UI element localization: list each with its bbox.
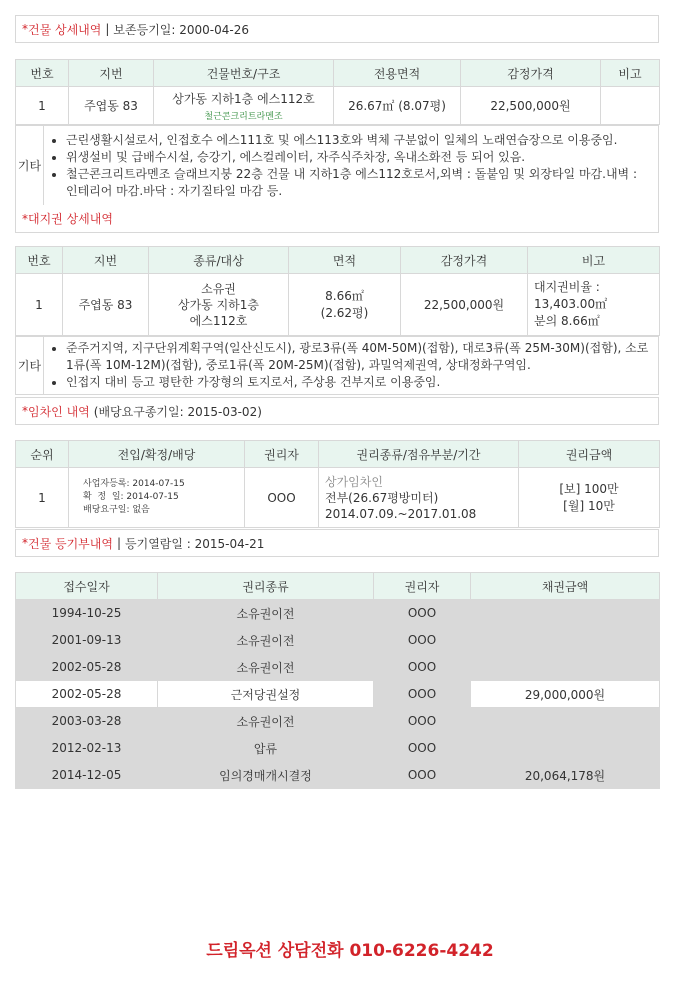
registry-amount: 29,000,000원 <box>471 681 660 708</box>
building-row-structure: 철근콘크리트라멘조 <box>204 111 283 122</box>
tenant-row-holder: OOO <box>245 468 319 528</box>
building-row-note <box>601 87 660 125</box>
tenant-deposit: [보] 100만 <box>559 481 619 496</box>
registry-date: 2002-05-28 <box>16 681 158 708</box>
building-etc-body <box>44 126 659 206</box>
table-row <box>16 627 660 654</box>
registry-header-holder: 권리자 <box>374 573 471 600</box>
registry-amount <box>471 654 660 681</box>
tenant-dividend-request: 배당요구일: 없음 <box>83 505 150 515</box>
tenant-right-period: 2014.07.09.~2017.01.08 <box>325 506 477 521</box>
land-detail-marker: * <box>22 211 28 226</box>
building-header-note: 비고 <box>601 60 660 87</box>
tenant-detail-marker: * <box>22 404 28 418</box>
land-row-lot: 주엽동 83 <box>63 274 149 336</box>
registry-detail-header <box>15 529 659 557</box>
registry-header-amount: 채권금액 <box>471 573 660 600</box>
tenant-detail-header <box>15 397 659 425</box>
registry-holder: OOO <box>374 681 471 708</box>
land-row-note <box>528 274 660 336</box>
registry-date: 2002-05-28 <box>16 654 158 681</box>
building-row-area: 26.67㎡ (8.07평) <box>334 87 461 125</box>
building-row-building: 상가동 지하1층 에스112호 <box>172 91 315 106</box>
tenant-confirm-date: 확 정 일: 2014-07-15 <box>83 492 179 502</box>
registry-date: 2014-12-05 <box>16 762 158 789</box>
tenant-row-right <box>319 468 519 528</box>
building-header-area: 전용면적 <box>334 60 461 87</box>
registry-view-date: 등기열람일 : 2015-04-21 <box>125 536 265 551</box>
registry-detail-marker: * <box>22 536 28 550</box>
tenant-row-dates <box>69 468 245 528</box>
table-row <box>16 654 660 681</box>
land-detail-title: 대지권 상세내역 <box>28 212 113 226</box>
registry-amount: 20,064,178원 <box>471 762 660 789</box>
table-row <box>16 600 660 627</box>
land-table <box>15 246 659 395</box>
building-etc-item: • 위생설비 및 급배수시설, 승강기, 에스컬레이터, 자주식주차장, 옥내소화전 등 되어 있음. <box>66 149 652 166</box>
table-row <box>16 735 660 762</box>
registry-holder: OOO <box>374 708 471 735</box>
tenant-monthly-rent: [월] 10만 <box>563 498 615 513</box>
land-row-type <box>149 274 289 336</box>
tenant-detail-title: 임차인 내역 <box>28 404 90 419</box>
building-header-no: 번호 <box>16 60 69 87</box>
registry-holder: OOO <box>374 735 471 762</box>
tenant-header-right: 권리종류/점유부분/기간 <box>319 441 519 468</box>
registry-type: 소유권이전 <box>158 708 374 735</box>
registry-date: 2001-09-13 <box>16 627 158 654</box>
tenant-business-registration: 사업자등록: 2014-07-15 <box>83 479 185 489</box>
land-row-note-line: 분의 8.66㎡ <box>534 314 600 328</box>
registry-holder: OOO <box>374 600 471 627</box>
registry-holder: OOO <box>374 762 471 789</box>
tenant-header-movein: 전입/확정/배당 <box>69 441 245 468</box>
land-detail-header <box>15 205 659 233</box>
registry-amount <box>471 735 660 762</box>
tenant-right-part: 전부(26.67평방미터) <box>325 490 439 505</box>
building-detail-header <box>15 15 659 43</box>
building-row-no: 1 <box>16 87 69 125</box>
tenant-row-amount <box>519 468 660 528</box>
building-header-price: 감정가격 <box>461 60 601 87</box>
registry-amount <box>471 627 660 654</box>
tenant-table <box>15 440 659 528</box>
table-row <box>16 681 660 708</box>
registry-date: 2003-03-28 <box>16 708 158 735</box>
registry-type: 압류 <box>158 735 374 762</box>
tenant-header-amount: 권리금액 <box>519 441 660 468</box>
land-header-note: 비고 <box>528 247 660 274</box>
building-etc-label: 기타 <box>16 126 44 206</box>
land-etc-item: • 인접지 대비 등고 평탄한 가장형의 토지로서, 주상용 건부지로 이용중임. <box>66 374 652 391</box>
registry-header-date: 접수일자 <box>16 573 158 600</box>
building-detail-marker: * <box>22 22 28 36</box>
land-etc-label: 기타 <box>16 337 44 395</box>
registry-amount <box>471 708 660 735</box>
tenant-row-rank: 1 <box>16 468 69 528</box>
contact-phone-banner: 드림옥션 상담전화 010-6226-4242 <box>206 941 494 961</box>
land-etc-body <box>44 337 659 395</box>
registry-holder: OOO <box>374 627 471 654</box>
land-row-note-line: 대지권비율 : 13,403.00㎡ <box>534 280 608 311</box>
tenant-header-rank: 순위 <box>16 441 69 468</box>
land-header-area: 면적 <box>289 247 401 274</box>
land-row-area-sqm: 8.66㎡ <box>325 288 364 303</box>
building-etc-item: • 근린생활시설로서, 인접호수 에스111호 및 에스113호와 벽체 구분없이 일체의 노래연습장으로 이용중임. <box>66 132 652 149</box>
tenant-header-holder: 권리자 <box>245 441 319 468</box>
registry-type: 임의경매개시결정 <box>158 762 374 789</box>
land-header-no: 번호 <box>16 247 63 274</box>
registry-date: 1994-10-25 <box>16 600 158 627</box>
land-row-area-pyeong: (2.62평) <box>320 305 369 320</box>
land-row-type-line: 상가동 지하1층 <box>177 297 259 312</box>
registry-type: 소유권이전 <box>158 627 374 654</box>
land-row-type-line: 소유권 <box>201 281 236 296</box>
registry-type: 소유권이전 <box>158 600 374 627</box>
building-table <box>15 59 659 206</box>
registry-type: 근저당권설정 <box>158 681 374 708</box>
table-row <box>16 708 660 735</box>
registry-holder: OOO <box>374 654 471 681</box>
registry-table <box>15 572 659 789</box>
registry-date: 2012-02-13 <box>16 735 158 762</box>
land-header-type: 종류/대상 <box>149 247 289 274</box>
building-detail-separator: | <box>105 22 110 36</box>
building-row-lot: 주엽동 83 <box>69 87 154 125</box>
building-header-lot: 지번 <box>69 60 154 87</box>
land-etc-item: • 준주거지역, 지구단위계획구역(일산신도시), 광로3류(폭 40M-50M)(접함), 대로3류(폭 25M-30M)(접함), 소로1류(폭 10M-12M)(접함), 중로1류(폭 20M-25M)(접함), 과밀억제권역, 상대정화구역임. <box>66 340 652 374</box>
building-header-structure: 건물번호/구조 <box>154 60 334 87</box>
table-row <box>16 762 660 789</box>
registry-header-type: 권리종류 <box>158 573 374 600</box>
registry-detail-title: 건물 등기부내역 <box>28 536 113 551</box>
building-row-structure-cell <box>154 87 334 125</box>
registry-amount <box>471 600 660 627</box>
registry-type: 소유권이전 <box>158 654 374 681</box>
land-header-lot: 지번 <box>63 247 149 274</box>
land-row-area <box>289 274 401 336</box>
land-row-no: 1 <box>16 274 63 336</box>
preservation-date: 보존등기일: 2000-04-26 <box>113 22 249 37</box>
tenant-right-type: 상가임차인 <box>325 474 383 489</box>
land-row-type-line: 에스112호 <box>189 313 248 328</box>
land-row-price: 22,500,000원 <box>401 274 528 336</box>
land-header-price: 감정가격 <box>401 247 528 274</box>
dividend-deadline: (배당요구종기일: 2015-03-02) <box>93 404 262 419</box>
building-row-price: 22,500,000원 <box>461 87 601 125</box>
registry-detail-separator: | <box>116 536 122 550</box>
building-detail-title: 건물 상세내역 <box>28 22 102 37</box>
building-etc-item: • 철근콘크리트라멘조 슬래브지붕 22층 건물 내 지하1층 에스112호로서,외벽 : 돌붙임 및 외장타일 마감.내벽 : 인테리어 마감.바닥 : 자기질타일 마감 등. <box>66 166 652 200</box>
